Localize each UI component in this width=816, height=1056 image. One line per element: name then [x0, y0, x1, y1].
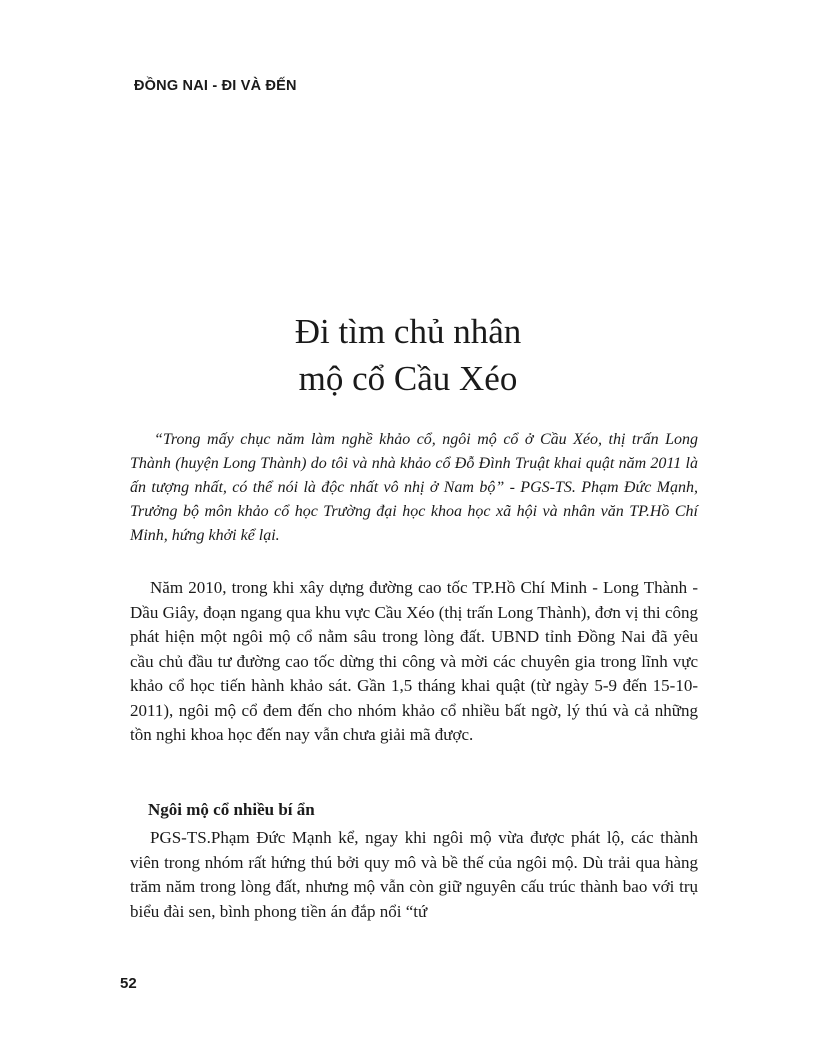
section-subheading: Ngôi mộ cổ nhiều bí ẩn — [148, 800, 315, 819]
body-paragraph-1: Năm 2010, trong khi xây dựng đường cao tốc TP.Hồ Chí Minh - Long Thành - Dầu Giây, đoạn ngang qua khu vực Cầu Xéo (thị trấn Long Thành), đơn vị thi công phát hiện một ngôi mộ cổ nằm sâu trong lòng đất. UBND tỉnh Đồng Nai đã yêu cầu chủ đầu tư đường cao tốc dừng thi công và mời các chuyên gia trong lĩnh vực khảo cổ học tiến hành khảo sát. Gần 1,5 tháng khai quật (từ ngày 5-9 đến 15-10-2011), ngôi mộ cổ đem đến cho nhóm khảo cổ nhiều bất ngờ, lý thú và cả những tồn nghi khoa học đến nay vẫn chưa giải mã được. — [130, 578, 698, 744]
body-paragraph-2: PGS-TS.Phạm Đức Mạnh kể, ngay khi ngôi mộ vừa được phát lộ, các thành viên trong nhóm rất hứng thú bởi quy mô và bề thế của ngôi mộ. Dù trải qua hàng trăm năm trong lòng đất, nhưng mộ vẫn còn giữ nguyên cấu trúc thành bao với trụ biểu đài sen, bình phong tiền án đắp nổi “tứ — [130, 828, 698, 921]
article-title — [0, 308, 816, 402]
lead-quote: “Trong mấy chục năm làm nghề khảo cổ, ngôi mộ cổ ở Cầu Xéo, thị trấn Long Thành (huyện Long Thành) do tôi và nhà khảo cổ Đỗ Đình Truật khai quật năm 2011 là ấn tượng nhất, có thể nói là độc nhất vô nhị ở Nam bộ” - PGS-TS. Phạm Đức Mạnh, Trưởng bộ môn khảo cổ học Trường đại học khoa học xã hội và nhân văn TP.Hồ Chí Minh, hứng khởi kể lại. — [130, 431, 698, 544]
article-title-line-2: mộ cổ Cầu Xéo — [298, 359, 518, 398]
article-title-line-1: Đi tìm chủ nhân — [294, 312, 522, 351]
page-number: 52 — [120, 975, 137, 992]
running-header: ĐỒNG NAI - ĐI VÀ ĐẾN — [134, 78, 297, 94]
